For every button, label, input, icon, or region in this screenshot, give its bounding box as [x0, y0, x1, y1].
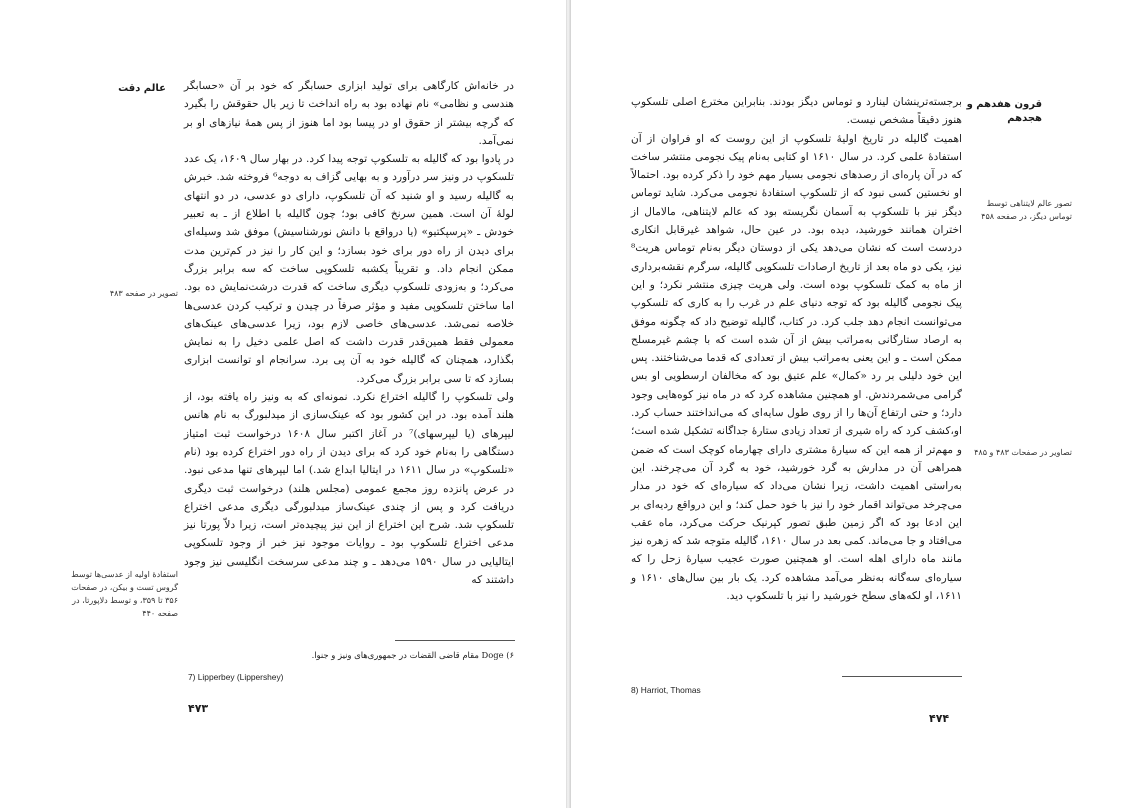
right-margin-note-figures-ref: تصاویر در صفحات ۴۸۳ و ۴۸۵: [974, 448, 1072, 457]
left-paragraph-3: ولی تلسکوپ را گالیله اختراع نکرد. نمونه‌ای که به ونیز راه یافته بود، از هلند آمده بود. در این کشور بود که عینک‌سازی از میدلبورگ به نام هانس لیپرهای (یا لیپرسهای)⁷ در آغاز اکتبر سال ۱۶۰۸ درخواست ثبت امتیاز دستگاهی را به‌نام خود کرد که برای دیدن از راه دور اختراع کرده بود (نام «تلسکوپ» در سال ۱۶۱۱ در ایتالیا ابداع شد.) اما لیپرهای تنها مدعی نبود. در عرض پانزده روز مجمع عمومی (مجلس هلند) درخواست ثبت دیگری دریافت کرد و پس از چندی عینک‌ساز میدلبورگی دیگری مدعی اختراع تلسکوپ شد. شرح این اختراع از این نیز پیچیده‌تر است، زیرا دلاّ پورتا نیز مدعی اختراع تلسکوپ بود ـ روایات موجود نیز خبر از وجود تلسکوپی ایتالیایی در سال ۱۵۹۰ می‌دهد ـ و چند مدعی سرسخت انگلیسی نیز وجود داشتند که: [184, 391, 514, 587]
left-body-text: [184, 77, 514, 589]
left-footnote-7: 7) Lipperbey (Lippershey): [188, 672, 284, 682]
right-footnote-8: 8) Harriot, Thomas: [631, 685, 701, 695]
right-paragraph-1: برجسته‌ترینشان لینارد و توماس دیگز بودند. بنابراین مخترع اصلی تلسکوپ هنوز دقیقاً مشخص نیست.: [631, 96, 962, 127]
right-footnote-rule: [842, 676, 962, 677]
left-footnote-6: Doge (۶ مقام قاضی القضات در جمهوری‌های ونیز و جنوا.: [311, 650, 514, 660]
left-page-number: ۴۷۳: [188, 702, 209, 715]
right-running-heading: قرون هفدهم و هجدهم: [966, 99, 1042, 124]
left-margin-note-figure-ref: تصویر در صفحه ۴۸۳: [109, 289, 178, 298]
left-paragraph-2: در پادوا بود که گالیله به تلسکوپ توجه پیدا کرد. در بهار سال ۱۶۰۹، یک عدد تلسکوپ در ونیز سر درآورد و به بهایی گزاف به دوجه⁶ فروخته شد. خبرش به گالیله رسید و او شنید که آن تلسکوپ، دارای دو عدسی، در دو انتهای لولهٔ آن است. همین سرنخ کافی بود؛ چون گالیله با اطلاع از ـ به تعبیر خودش ـ «پرسپکتیو» (یا درواقع با دانش نورشناسیش) موفق شد وسیله‌ای برای دیدن از راه دور برای خود بسازد؛ و این کار را نیز در کم‌ترین مدت ممکن انجام داد. و تقریباً یکشبه تلسکوپی ساخت که سه برابر بزرگ می‌کرد؛ و به‌زودی تلسکوپ دیگری ساخت که قدرت درشت‌نمایش ده بود. اما ساختن تلسکوپی مفید و مؤثر صرفاً در چیدن و ترکیب کردن عدسی‌ها خلاصه نمی‌شد. عدسی‌های خاصی لازم بود، زیرا عدسی‌های عینک‌های معمولی فقط همین‌قدر قدرت داشت که اصل علمی دخیل را به نمایش بگذارد، همچنان که گالیله خود به آن پی برد. سرانجام او توانست ابزاری بسازد که تا سی برابر بزرگ می‌کرد.: [184, 153, 514, 385]
right-paragraph-2: اهمیت گالیله در تاریخ اولیهٔ تلسکوپ از این روست که او فراوان از آن استفادهٔ علمی کرد. در سال ۱۶۱۰ او کتابی به‌نام پیک نجومی منتشر ساخت که در آن پاره‌ای از رصدهای نجومی بسیار مهم خود را ذکر کرده بود. احتمالاً او نخستین کسی نبود که از تلسکوپ استفادهٔ نجومی می‌کرد. شاید توماس دیگز نیز با تلسکوپ به آسمان نگریسته بود که عالم لایتناهی، مالامال از اختران همانند خورشید، دیده بود. در عین حال، شواهد غیرقابل انکاری دردست است که نشان می‌دهد یکی از دوستان دیگر به‌نام توماس هریت⁸ نیز، یکی دو ماه بعد از تاریخ ارصادات تلسکوپی گالیله، سرگرم نقشه‌برداری از ماه به کمک تلسکوپ بوده است. ولی هریت چیزی منتشر نکرد؛ و این پیک نجومی گالیله بود که توجه دنیای علم در غرب را به کاری که تلسکوپ می‌توانست انجام دهد جلب کرد. در کتاب، گالیله توضیح داد که چگونه موفق به ارصاد ستارگانی به‌مراتب بیش از آن شده است که با چشم غیرمسلح ممکن است ـ و این یعنی به‌مراتب بیش از تعدادی که قدما می‌شناختند. پس این خود دلیلی بر رد «کمال» علم عتیق بود که مخالفان ارسطویی او بس گرامی می‌شمردندش. او همچنین مشاهده کرد که در ماه نیز کوه‌هایی وجود دارد؛ و حتی ارتفاع آن‌ها را از روی طول سایه‌ای که می‌انداختند حساب کرد. او،کشف کرد که راه شیری از تعداد زیادی ستارهٔ جداگانه تشکیل شده است؛ و مهم‌تر از همه این که سیارهٔ مشتری دارای چهارماه کوچک است که ضمن همراهی آن در مدارش به گرد خورشید، خود به گرد آن می‌چرخند. این به‌راستی اهمیت داشت، زیرا نشان می‌داد که سیاره‌ای که خود در مدار می‌چرخد می‌تواند اقمار خود را نیز با خود حمل کند؛ و این درواقع ردیه‌ای بر این ادعا بود که اگر زمین طبق تصور کپرنیک حرکت می‌کرد، ماه عقب می‌افتاد و جا می‌ماند. کمی بعد در سال ۱۶۱۰، گالیله متوجه شد که زهره نیز مانند ماه دارای اهله است. او همچنین صورت عجیب سیارهٔ زحل را که سیاره‌ای سه‌گانه به‌نظر می‌آمد مشاهده کرد. یک بار بین سال‌های ۱۶۱۰ و ۱۶۱۱، او لکه‌های سطح خورشید را نیز با تلسکوپ دید.: [631, 132, 962, 603]
left-footnote-rule: [395, 640, 515, 641]
right-margin-note-digges-ref: تصور عالم لایتناهی توسط توماس دیگز، در صفحه ۴۵۸: [981, 199, 1072, 221]
left-margin-note-lenses-ref: استفادهٔ اولیه از عدسی‌ها توسط گروس تست و بیکن، در صفحات ۳۵۶ تا ۳۵۹، و توسط دلاپورتا، در صفحه ۴۴۰: [71, 570, 178, 618]
left-running-heading: عالم دقت: [118, 83, 166, 94]
left-paragraph-1: در خانه‌اش کارگاهی برای تولید ابزاری حسابگر که خود بر آن «حسابگر هندسی و نظامی» نام نهاده بود به راه انداخت تا زیر بال حقوقش را بگیرد که گرچه بیشتر از حقوق او در پیسا بود اما هنوز از پس همهٔ نیازهای او بر نمی‌آمد.: [184, 80, 514, 147]
right-page-number: ۴۷۴: [929, 712, 950, 725]
right-body-text: [631, 93, 962, 605]
